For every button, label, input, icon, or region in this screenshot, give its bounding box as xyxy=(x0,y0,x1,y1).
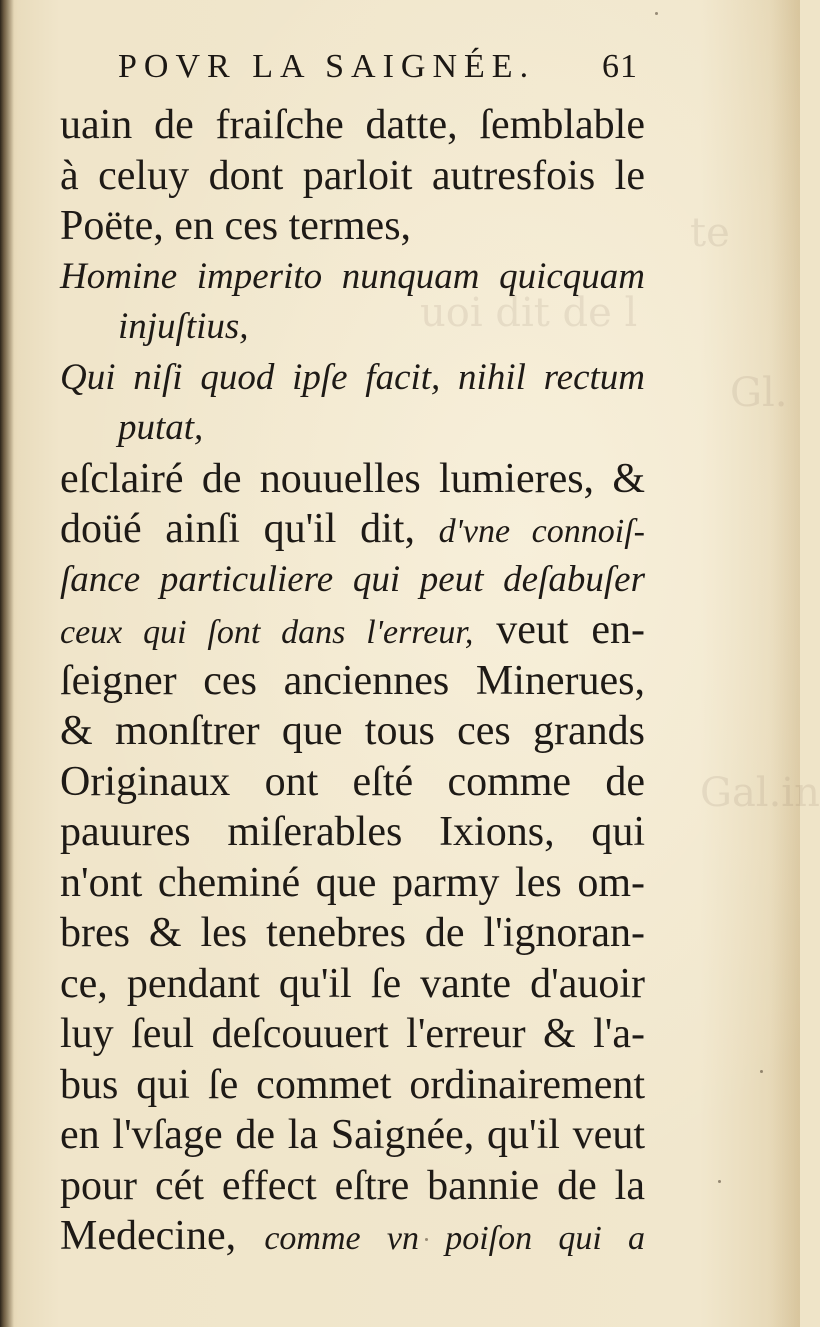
text-line: ſeigner ces anciennes Minerues, xyxy=(60,657,645,704)
quote-line: Homine imperito nunquam quicquam xyxy=(60,255,645,297)
text-line: Medecine, comme vn poiſon qui a xyxy=(60,1213,646,1259)
quote-line: injuſtius, xyxy=(118,306,249,347)
text-line: Poëte, en ces termes, xyxy=(60,203,412,249)
show-through: uoi dit de l xyxy=(420,290,638,336)
quote-line: Qui niſi quod ipſe facit, nihil rectum xyxy=(60,356,645,398)
show-through: te xyxy=(690,210,730,256)
text-line: ceux qui ſont dans l'erreur, veut en- xyxy=(60,607,645,653)
text-line: pour cét effect eſtre bannie de la xyxy=(60,1162,645,1209)
body-text xyxy=(60,100,645,1262)
quote-line: ſance particuliere qui peut deſabuſer xyxy=(60,558,645,600)
show-through: Gal.in xyxy=(700,770,820,816)
text-line: eſclairé de nouuelles lumieres, & xyxy=(60,455,645,502)
text-line: en l'vſage de la Saignée, qu'il veut xyxy=(60,1112,645,1158)
text-line: & monſtrer que tous ces grands xyxy=(60,708,645,754)
binding-gutter xyxy=(0,0,14,1327)
running-title: POVR LA SAIGNÉE. xyxy=(118,48,536,85)
quote-line: putat, xyxy=(118,407,204,448)
text-line: à celuy dont parloit autresfois le xyxy=(60,152,645,199)
page-number: 61 xyxy=(602,48,638,85)
text-line: bres & les tenebres de l'ignoran- xyxy=(60,910,645,956)
text-line: luy ſeul deſcouuert l'erreur & l'a- xyxy=(60,1011,645,1057)
text-line: pauures miſerables Ixions, qui xyxy=(60,809,645,855)
show-through: Gl. xyxy=(730,370,788,416)
text-line: doüé ainſi qu'il dit, d'vne connoiſ- xyxy=(60,506,645,552)
running-head xyxy=(118,48,638,96)
text-line: n'ont cheminé que parmy les om- xyxy=(60,859,645,906)
text-line: Originaux ont eſté comme de xyxy=(60,758,645,805)
text-line: bus qui ſe commet ordinairement xyxy=(60,1061,645,1108)
text-line: uain de fraiſche datte, ſemblable xyxy=(60,102,645,148)
text-line: ce, pendant qu'il ſe vante d'auoir xyxy=(60,960,645,1007)
